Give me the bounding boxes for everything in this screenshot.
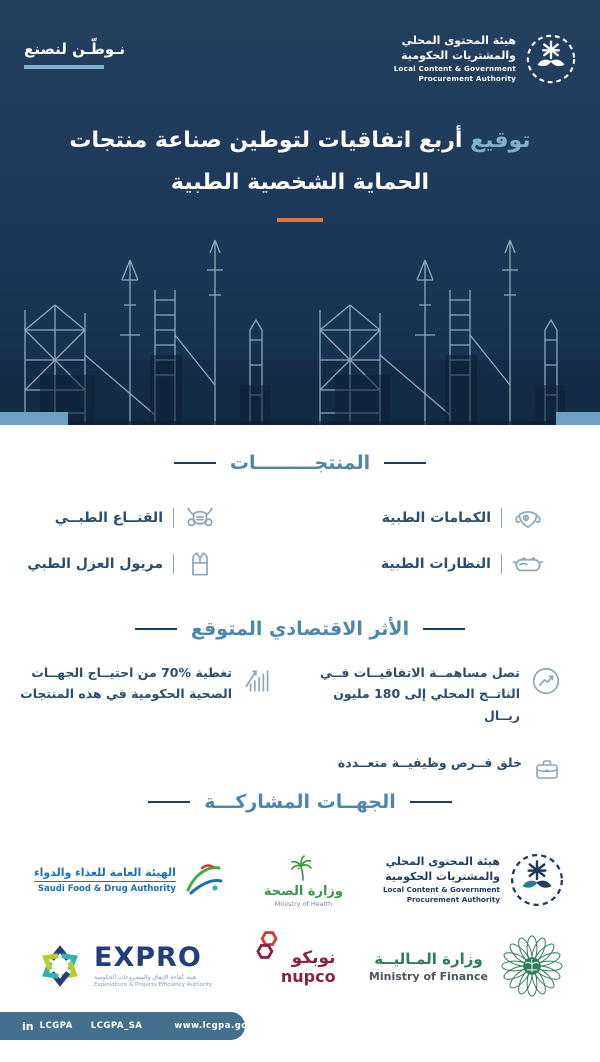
heading-dash bbox=[148, 801, 190, 803]
hero-left-accent-bar bbox=[0, 412, 68, 425]
website-url[interactable]: www.lcgpa.gov.sa bbox=[174, 1021, 269, 1031]
lcgpa-en-name-line1: Local Content & Government bbox=[382, 885, 500, 895]
medical-mask-icon bbox=[512, 502, 544, 534]
lcgpa-emblem-icon bbox=[508, 851, 566, 909]
item-divider bbox=[173, 508, 174, 528]
products-section-heading bbox=[0, 452, 600, 474]
expro-ar-name: هيئة كفاءة الإنفاق والمشروعات الحكومية bbox=[94, 974, 197, 981]
impact-line: خلق فــرص وظيفيــة متعــددة bbox=[337, 754, 522, 770]
title-rest: أربع اتفاقيات لتوطين صناعة منتجات bbox=[69, 128, 463, 153]
heading-dash bbox=[423, 628, 465, 630]
products-heading-text: المنتجـــــــــات bbox=[229, 452, 371, 474]
moh-logo bbox=[264, 853, 343, 908]
sfda-swoosh-icon bbox=[182, 860, 224, 900]
lcgpa-en-name-line1: Local Content & Government bbox=[393, 64, 516, 74]
mof-rosette-emblem-icon bbox=[498, 932, 566, 1000]
bar-chart-growth-icon bbox=[242, 665, 274, 697]
briefcase-icon bbox=[532, 755, 562, 785]
lcgpa-header-logo bbox=[394, 32, 578, 86]
heading-dash bbox=[384, 462, 426, 464]
lcgpa-ar-name-line1: هيئة المحتوى المحلي bbox=[401, 34, 516, 48]
sfda-logo bbox=[34, 860, 224, 900]
impact-line: تغطية %70 من احتيــاج الجهــات bbox=[31, 665, 232, 680]
impact-item-coverage-70-percent bbox=[0, 662, 300, 726]
impact-item-gdp-contribution bbox=[300, 662, 600, 726]
impact-text bbox=[20, 662, 232, 705]
lcgpa-header-logo-text bbox=[394, 34, 516, 83]
products-list bbox=[0, 502, 600, 580]
mof-en-name: Ministry of Finance bbox=[368, 969, 488, 983]
nupco-hexagon-chain-icon bbox=[252, 931, 282, 959]
campaign-slogan bbox=[24, 40, 125, 69]
impact-line: الناتــج المحلي إلى 180 مليون ريــال bbox=[333, 686, 520, 723]
impact-line: الصحية الحكومية في هذه المنتجات bbox=[20, 686, 232, 702]
product-label: القنــاع الطبــي bbox=[54, 510, 163, 526]
impact-list bbox=[0, 662, 600, 785]
impact-text bbox=[300, 662, 520, 726]
poster-title-line2: الحماية الشخصية الطبية bbox=[170, 169, 430, 195]
mof-logo bbox=[369, 932, 566, 1000]
moh-en-name: Ministry of Health bbox=[274, 899, 333, 908]
linkedin-icon[interactable]: in bbox=[22, 1019, 34, 1033]
growth-trend-circle-icon bbox=[530, 665, 562, 697]
nupco-en-wordmark: nupco bbox=[280, 966, 336, 986]
mof-logo-text bbox=[369, 950, 488, 983]
slogan-underline bbox=[24, 65, 104, 69]
sfda-en-name: Saudi Food & Drug Authority bbox=[34, 881, 176, 894]
respirator-mask-icon bbox=[184, 502, 216, 534]
entities-heading-text: الجهــات المشاركـــة bbox=[204, 791, 396, 813]
impact-text bbox=[338, 752, 522, 773]
poster-title-line1 bbox=[0, 120, 600, 162]
heading-dash bbox=[174, 462, 216, 464]
product-item-isolation-gown bbox=[0, 548, 300, 580]
mof-ar-name: وزارة المـاليــة bbox=[374, 949, 483, 968]
impact-heading-text: الأثر الاقتصادي المتوقع bbox=[190, 618, 410, 640]
lcgpa-en-name-line2: Procurement Authority bbox=[418, 73, 516, 83]
nupco-logo-text bbox=[281, 949, 336, 985]
nupco-logo bbox=[246, 931, 336, 1001]
expro-en-name: Expenditure & Projects Efficiency Authority bbox=[94, 982, 213, 988]
item-divider bbox=[501, 554, 502, 574]
entities-logo-row-1 bbox=[0, 842, 600, 918]
product-label: الكمامات الطبية bbox=[381, 510, 491, 526]
sfda-ar-name: الهيئة العامة للغذاء والدواء bbox=[34, 866, 176, 879]
lcgpa-emblem-icon bbox=[524, 32, 578, 86]
twitter-handle[interactable]: LCGPA_SA bbox=[90, 1021, 143, 1031]
product-item-medical-respirator bbox=[0, 502, 300, 534]
impact-line: تصل مساهمــة الاتفاقيــات فــي bbox=[320, 665, 520, 680]
lcgpa-entity-logo-text bbox=[383, 855, 500, 904]
impact-section-heading bbox=[0, 618, 600, 640]
heading-dash bbox=[135, 628, 177, 630]
title-highlight: توقيع bbox=[470, 128, 531, 153]
heading-dash bbox=[410, 801, 452, 803]
medical-goggles-icon bbox=[512, 548, 544, 580]
moh-ar-name: وزارة الصحة bbox=[263, 883, 343, 899]
title-orange-divider bbox=[277, 218, 323, 222]
impact-item-job-opportunities bbox=[300, 752, 600, 785]
expro-wordmark: EXPRO bbox=[94, 942, 202, 973]
product-item-medical-masks bbox=[300, 502, 600, 534]
factory-skyline-image bbox=[0, 235, 600, 425]
poster-title bbox=[0, 120, 600, 204]
slogan-text: نـوطّـن لنصنع bbox=[24, 40, 126, 58]
moh-palm-icon bbox=[287, 853, 319, 883]
product-label: النظارات الطبية bbox=[380, 556, 491, 572]
sfda-logo-text bbox=[34, 866, 176, 894]
lcgpa-ar-name-line1: هيئة المحتوى المحلي bbox=[385, 855, 500, 869]
footer-social-bar bbox=[0, 1012, 269, 1040]
nupco-ar-wordmark: نوبكو bbox=[291, 948, 336, 968]
lcgpa-entity-logo bbox=[383, 851, 566, 909]
expro-logo-text bbox=[94, 944, 212, 988]
product-item-medical-goggles bbox=[300, 548, 600, 580]
item-divider bbox=[173, 554, 174, 574]
linkedin-handle[interactable]: LCGPA bbox=[39, 1021, 73, 1031]
expro-star-icon bbox=[34, 940, 86, 992]
isolation-gown-icon bbox=[184, 548, 216, 580]
lcgpa-ar-name-line2: والمشتريات الحكومية bbox=[401, 49, 516, 63]
expro-logo bbox=[34, 940, 212, 992]
entities-section-heading bbox=[0, 791, 600, 813]
product-label: مريول العزل الطبي bbox=[27, 556, 163, 572]
hero-right-accent-bar bbox=[556, 412, 600, 425]
lcgpa-ar-name-line2: والمشتريات الحكومية bbox=[385, 870, 500, 884]
entities-logo-row-2 bbox=[0, 924, 600, 1008]
item-divider bbox=[501, 508, 502, 528]
lcgpa-en-name-line2: Procurement Authority bbox=[406, 894, 500, 904]
hero-banner bbox=[0, 0, 600, 425]
